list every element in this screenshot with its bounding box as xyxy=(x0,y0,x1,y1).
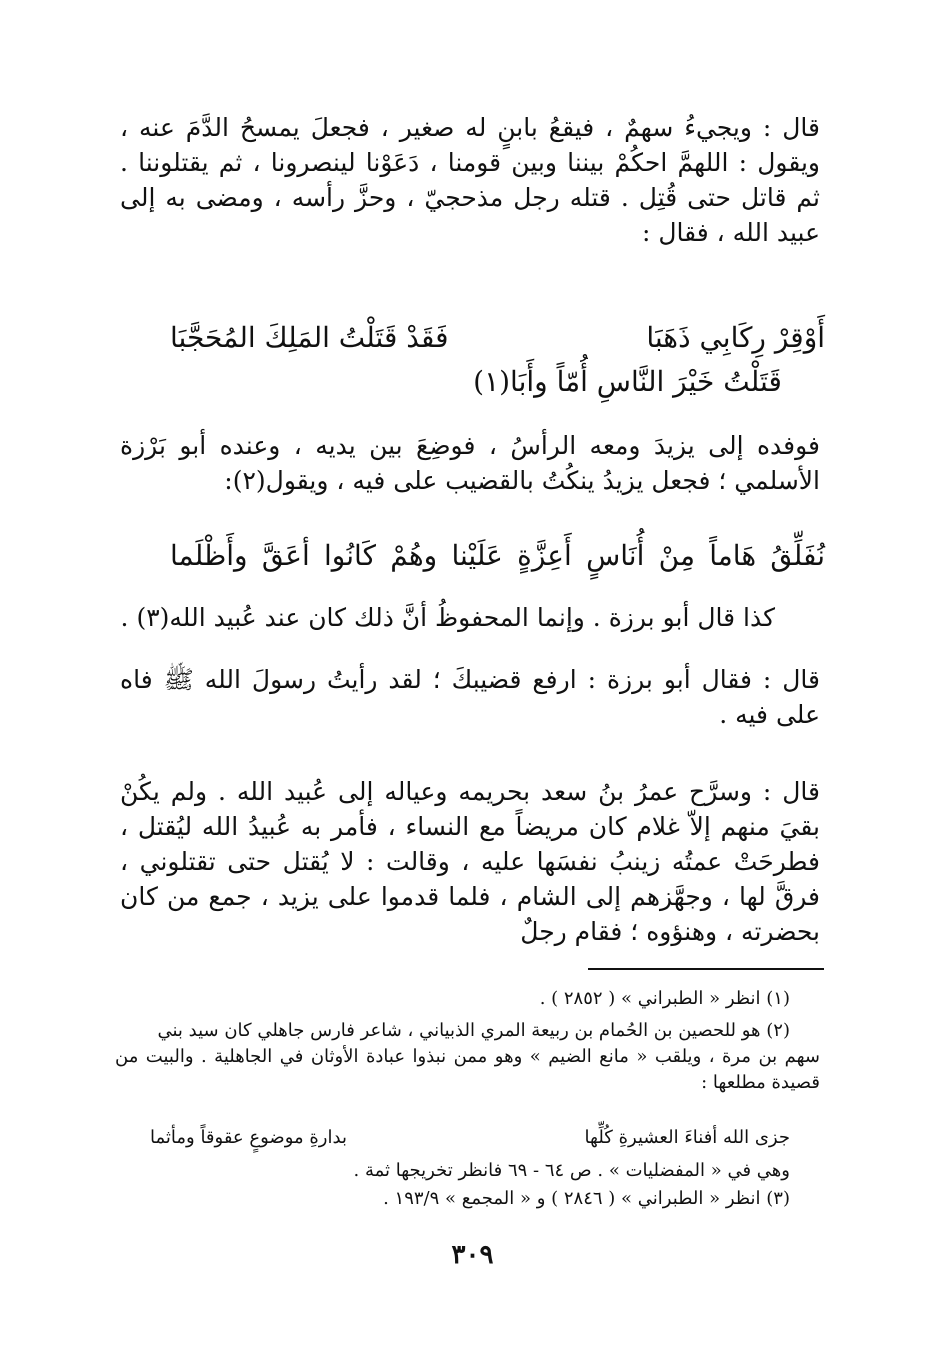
paragraph-narration-3: قال : فقال أبو برزة : ارفع قضيبكَ ؛ لقد رأيتُ رسولَ الله ﷺ فاه على فيه . xyxy=(120,665,820,729)
paragraph-narration-2: فوفده إلى يزيدَ ومعه الرأسُ ، فوضِعَ بين يديه ، وعنده أبو بَرْزة الأسلمي ؛ فجعل يزيدُ ينكُتُ بالقضيب على فيه ، ويقول(٢): xyxy=(120,431,820,495)
footnote-verse-hemistich-1: جزى الله أفناءَ العشيرةِ كُلِّها xyxy=(584,1127,790,1148)
paragraph-narration-1: قال : ويجيءُ سهمٌ ، فيقعُ بابنٍ له صغير ، فجعلَ يمسحُ الدَّمَ عنه ، ويقول : اللهمَّ احكُمْ بيننا وبين قومنا ، دَعَوْنا لينصرونا ، ثم يقتلوننا . ثم قاتل حتى قُتِل . قتله رجل مذحجيّ ، وحزَّ رأسه ، ومضى به إلى عبيد الله ، فقال : xyxy=(120,113,820,247)
page-number: ٣٠٩ xyxy=(451,1240,494,1270)
verse-hemistich-2: فَقَدْ قَتَلْتُ المَلِكَ المُحَجَّبَا xyxy=(170,321,449,354)
footnote-2-source: وهي في « المفضليات » . ص ٦٤ - ٦٩ فانظر تخريجها ثمة . xyxy=(353,1160,790,1181)
footnote-2-continuation: سهم بن مرة ، ويلقب « مانع الضيم » وهو ممن نبذوا عبادة الأوثان في الجاهلية . والبيت من قصيدة مطلعها : xyxy=(115,1046,820,1093)
footnote-separator xyxy=(588,968,824,970)
paragraph-narration-4: قال : وسرَّح عمرُ بنُ سعد بحريمه وعياله إلى عُبيد الله . ولم يكُنْ بقيَ منهم إلاّ غلام كان مريضاً مع النساء ، فأمر به عُبيدُ الله ليُقتل ، فطرحَتْ عمتُه زينبُ نفسَها عليه ، وقالت : لا يُقتل حتى تقتلوني ، فرقَّ لها ، وجهَّزهم إلى الشام ، فلما قدموا على يزيد ، جمع من كان بحضرته ، وهنؤوه ؛ فقام رجلٌ xyxy=(120,777,820,946)
poem-verse-1-line-1 xyxy=(170,318,825,358)
poem-verse-1-line-2: قَتَلْتُ خَيْرَ النَّاسِ أُمّاً وأَبَا(١) xyxy=(473,365,782,398)
verse-hemistich-1: أَوْقِرْ رِكَابِي ذَهَبَا xyxy=(646,321,825,354)
footnote-2: (٢) هو للحصين بن الحُمام بن ربيعة المري الذبياني ، شاعر فارس جاهلي كان سيد بني xyxy=(157,1020,790,1041)
footnote-1: (١) انظر « الطبراني » ( ٢٨٥٢ ) . xyxy=(539,988,790,1009)
footnote-2-verse xyxy=(150,1125,790,1151)
footnote-3: (٣) انظر « الطبراني » ( ٢٨٤٦ ) و « المجمع » ١٩٣/٩ . xyxy=(383,1188,790,1209)
paragraph-note: كذا قال أبو برزة . وإنما المحفوظُ أنَّ ذلك كان عند عُبيد الله(٣) . xyxy=(120,603,775,632)
footnote-verse-hemistich-2: بدارةِ موضوعٍ عقوقاً ومأثما xyxy=(150,1127,347,1148)
poem-verse-2: نُفَلِّقُ هَاماً مِنْ أُنَاسٍ أَعِزَّةٍ عَلَيْنا وهُمْ كَانُوا أعَقَّ وأَظْلَما xyxy=(170,539,825,572)
